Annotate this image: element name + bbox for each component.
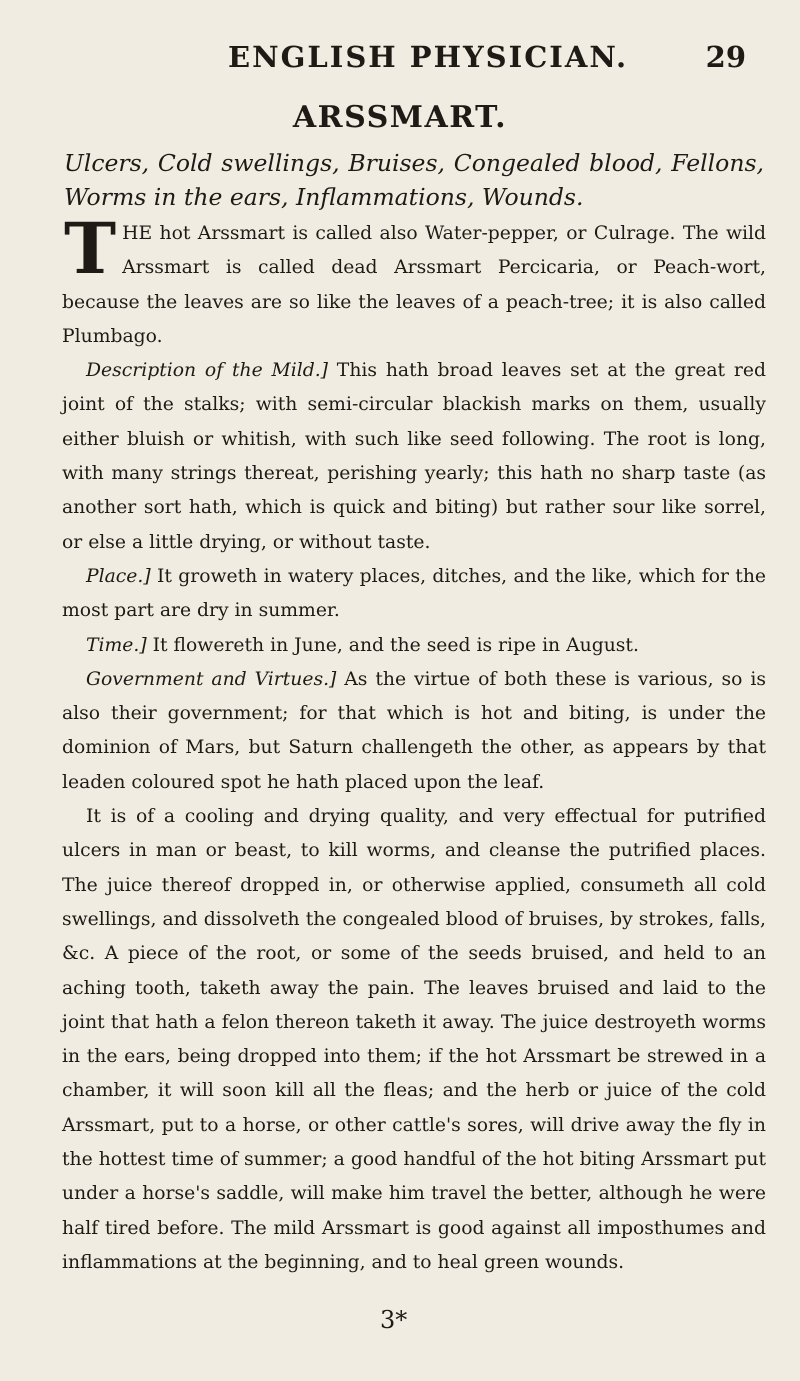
place-paragraph xyxy=(62,560,766,629)
virtues-paragraph: It is of a cooling and drying quality, and very effectual for putrified ulcers in man or beast, to kill worms, and cleanse the putrified places. The juice thereof dropped in, or otherwise applied, consumeth all cold swellings, and dissolveth the congealed blood of bruises, by strokes, falls, &c. A piece of the root, or some of the seeds bruised, and held to an aching tooth, taketh away the pain. The leaves bruised and laid to the joint that hath a felon thereon taketh it away. The juice destroyeth worms in the ears, being dropped into them; if the hot Arssmart be strewed in a chamber, it will soon kill all the fleas; and the herb or juice of the cold Arssmart, put to a horse, or other cattle's sores, will drive away the fly in the hottest time of summer; a good handful of the hot biting Arssmart put under a horse's saddle, will make him travel the better, although he were half tired before. The mild Arssmart is good against all imposthumes and inflammations at the beginning, and to heal green wounds. xyxy=(62,806,766,1273)
government-label: Government and Virtues.] xyxy=(86,668,337,690)
government-text: As the virtue of both these is various, so is also their government; for that which is hot and biting, is under the dominion of Mars, but Saturn challengeth the other, as appears by that leaden coloured spot he hath placed upon the leaf. xyxy=(62,668,766,793)
time-text: It flowereth in June, and the seed is ripe in August. xyxy=(146,634,639,656)
place-label: Place.] xyxy=(86,565,151,587)
intro-text: HE hot Arssmart is called also Water-pepper, or Culrage. The wild Arssmart is called dead Arssmart Percicaria, or Peach-wort, because the leaves are so like the leaves of a peach-tree; it is also called Plumbago. xyxy=(62,223,766,347)
signature-mark: 3* xyxy=(380,1306,408,1334)
description-label: Description of the Mild.] xyxy=(86,360,328,382)
subject-list: Ulcers, Cold swellings, Bruises, Congealed blood, Fellons, Worms in the ears, Inflammations, Wounds. xyxy=(64,149,764,211)
government-paragraph xyxy=(62,663,766,800)
description-paragraph xyxy=(62,354,766,560)
page-number: 29 xyxy=(705,40,746,74)
time-label: Time.] xyxy=(86,634,147,656)
running-head xyxy=(0,40,800,80)
intro-paragraph xyxy=(62,207,766,354)
drop-cap: T xyxy=(64,207,117,290)
body-text xyxy=(62,207,766,1280)
section-title: ARSSMART. xyxy=(292,100,508,135)
running-title: ENGLISH PHYSICIAN. xyxy=(228,40,629,74)
time-paragraph xyxy=(62,629,766,663)
description-text: This hath broad leaves set at the great red joint of the stalks; with semi-circular blackish marks on them, usually either bluish or whitish, with such like seed following. The root is long, with many strings thereat, perishing yearly; this hath no sharp taste (as another sort hath, which is quick and biting) but rather sour like sorrel, or else a little drying, or without taste. xyxy=(62,360,766,553)
place-text: It groweth in watery places, ditches, and the like, which for the most part are dry in summer. xyxy=(62,565,766,622)
